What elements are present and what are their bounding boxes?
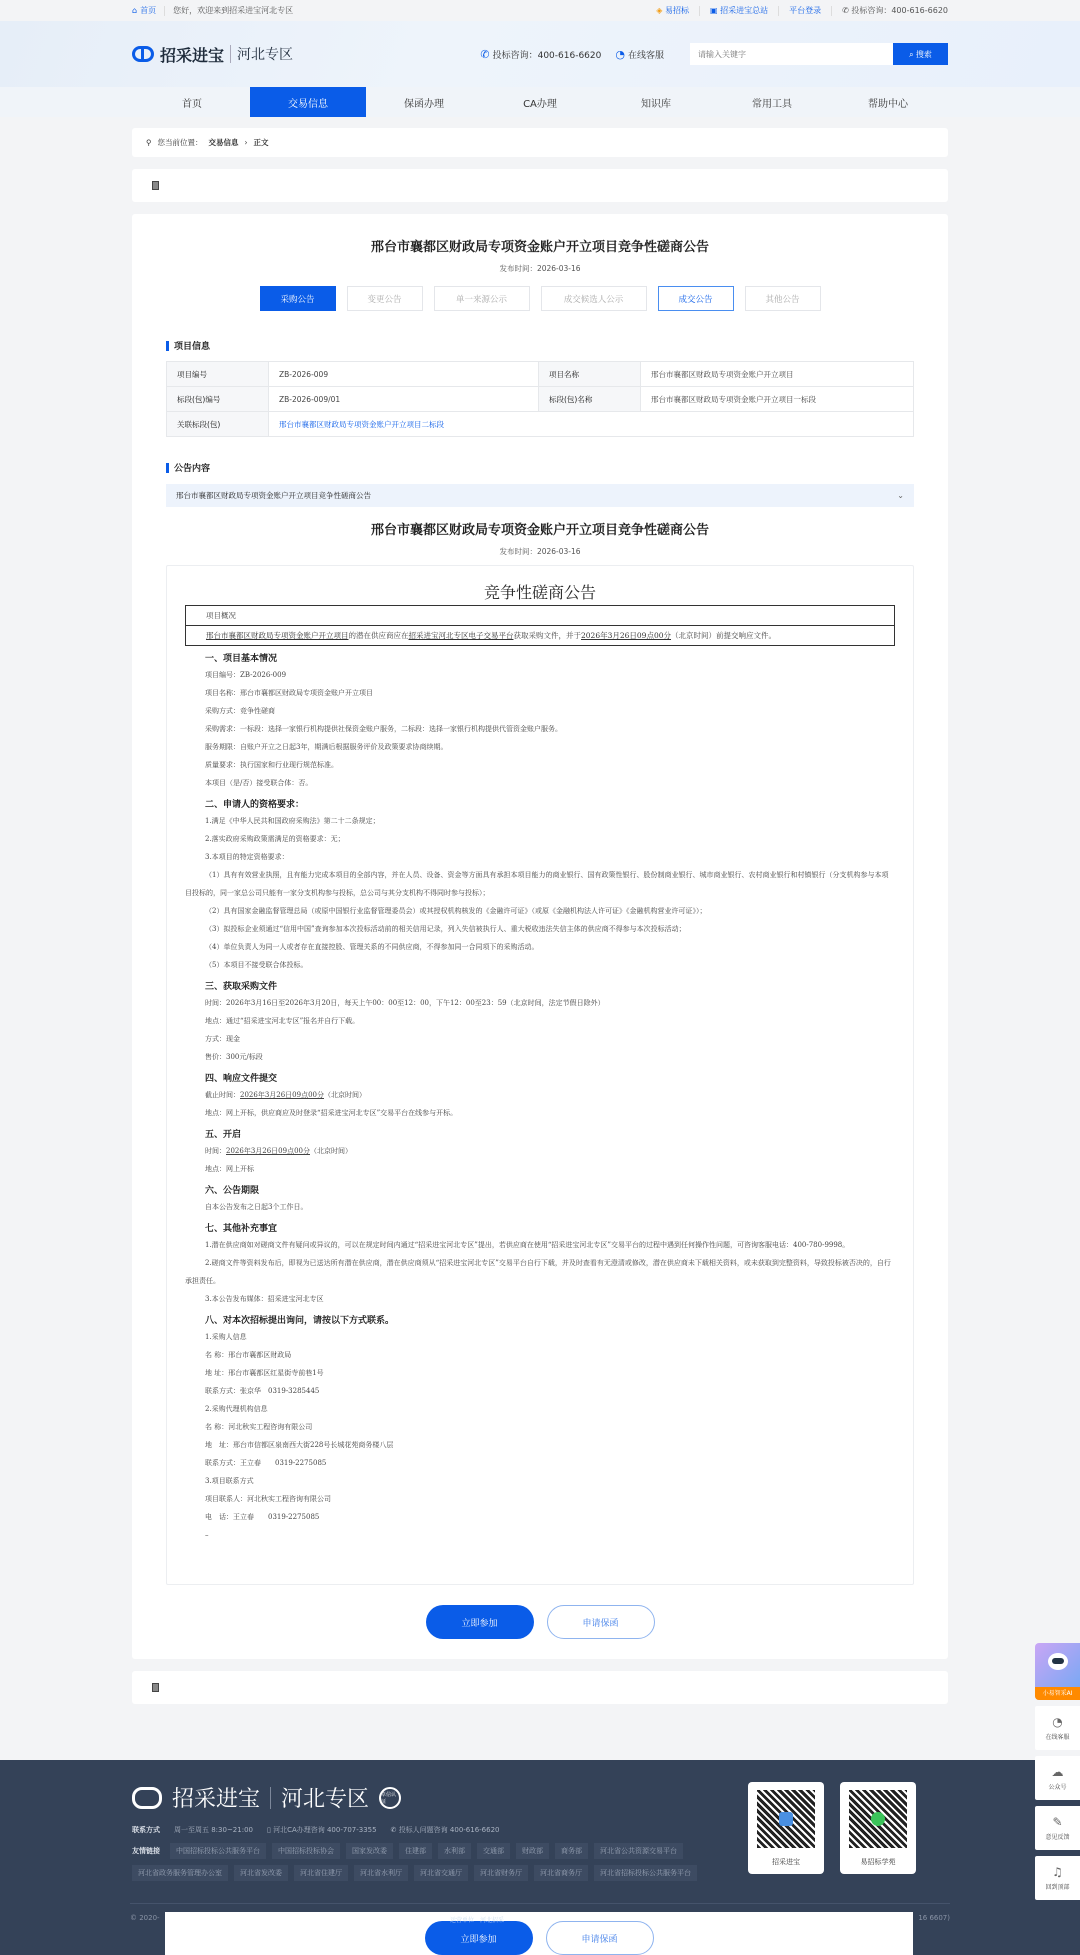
qr-code-icon [849,1790,907,1848]
footer-link[interactable]: 河北省发改委 [234,1865,288,1881]
notice-main [132,214,948,1659]
phone-icon: ✆ [842,6,849,15]
diamond-icon: ◈ [656,6,663,15]
tab-single-source[interactable]: 单一来源公示 [434,286,530,311]
location-pin-icon: ⚲ [146,138,152,147]
footer-link[interactable]: 财政部 [516,1843,549,1859]
site-icon: ▣ [709,6,718,15]
divider [778,6,779,16]
copyright-left: © 2020- [130,1914,160,1922]
apply-guarantee-button[interactable]: 申请保函 [547,1605,655,1639]
breadcrumb-current: 正文 [253,138,269,147]
main-site-link[interactable]: ▣ 招采进宝总站 [709,6,769,15]
nav-knowledge[interactable]: 知识库 [641,98,671,110]
qr-code-icon [757,1790,815,1848]
nav-tools[interactable]: 常用工具 [752,98,792,110]
footer-link[interactable]: 河北省水利厅 [354,1865,408,1881]
main-nav [0,87,1080,117]
mobile-icon: ▯ [266,1826,271,1834]
table-row: 项目编号 ZB-2026-009 项目名称 邢台市襄都区财政局专项资金账户开立项目 [167,362,914,387]
qr-yizhaobiao-xueyuan: 易招标学苑 [840,1782,916,1874]
divider [270,1787,271,1809]
side-back-to-top[interactable]: ♫ 回到顶部 [1035,1856,1080,1900]
copyright-right: 16 6607) [918,1914,950,1922]
sticky-action-bar: 运营单位 河北招采 立即参加 申请保函 [165,1912,913,1955]
table-row: 标段(包)编号 ZB-2026-009/01 标段(包)名称 邢台市襄都区财政局专项资金账户开立项目一标段 [167,387,914,412]
action-buttons [166,1605,914,1639]
related-section-link[interactable]: 邢台市襄都区财政局专项资金账户开立项目二标段 [269,412,914,437]
home-link[interactable]: ⌂ 首页 [132,6,157,15]
footer-logo: 招采进宝 河北专区 卓信认证 [132,1782,948,1813]
footer-contact: 联系方式 周一至周五 8:30~21:00 ▯ 河北CA办理咨询 400-707-3355 ✆ 投标人问题咨询 400-616-6620 [132,1826,500,1834]
edit-icon: ✎ [1052,1815,1063,1829]
qr-zhaocaijinbao: 招采进宝 [748,1782,824,1874]
footer-link[interactable]: 商务部 [555,1843,588,1859]
breadcrumb-trade-info[interactable]: 交易信息 [208,138,239,147]
footer-link[interactable]: 中国招标投标公共服务平台 [170,1843,266,1859]
footer-link[interactable]: 中国招标投标协会 [272,1843,340,1859]
overview-box: 项目概况 邢台市襄都区财政局专项资金账户开立项目的潜在供应商应在招采进宝河北专区电子交易平台获取采购文件，并于2026年3月26日09点00分（北京时间）前提交响应文件。 [185,605,895,646]
tab-candidates[interactable]: 成交候选人公示 [541,286,647,311]
nav-ca[interactable]: CA办理 [523,98,557,110]
divider [130,1903,950,1904]
tab-procurement[interactable]: 采购公告 [260,286,336,311]
divider [164,6,165,16]
sticky-apply-guarantee-button[interactable]: 申请保函 [546,1921,654,1955]
tab-change[interactable]: 变更公告 [347,286,423,311]
headset-icon: ◔ [615,47,625,61]
sticky-join-button[interactable]: 立即参加 [425,1921,533,1955]
nav-trade-info[interactable]: 交易信息 [250,87,366,117]
robot-icon [1048,1653,1068,1670]
join-button[interactable]: 立即参加 [426,1605,534,1639]
section-heading-project-info: 项目信息 [166,339,914,352]
topbar-hotline: ✆ 投标咨询：400-616-6620 [842,6,948,15]
footer-link[interactable]: 河北省商务厅 [534,1865,588,1881]
side-feedback[interactable]: ✎ 意见反馈 [1035,1806,1080,1850]
tab-award[interactable]: 成交公告 [658,286,734,311]
footer-link[interactable]: 河北省公共资源交易平台 [594,1843,683,1859]
divider [699,6,700,16]
footer-link[interactable]: 河北省政务服务管理办公室 [132,1865,228,1881]
footer-link[interactable]: 交通部 [477,1843,510,1859]
phone-icon: ✆ [480,47,490,61]
login-link[interactable]: 平台登录 [789,6,822,15]
attachment-card-bottom [132,1671,948,1704]
document-icon[interactable] [152,181,159,190]
side-wechat[interactable]: ☁ 公众号 [1035,1756,1080,1800]
divider [831,6,832,16]
footer-link[interactable]: 国家发改委 [346,1843,393,1859]
header-hotline: ✆ 投标咨询：400-616-6620 [480,47,602,61]
search-button[interactable]: ⌕ 搜索 [893,43,948,65]
welcome-text: 您好，欢迎来到招采进宝河北专区 [173,6,294,15]
document-title: 竞争性磋商公告 [483,583,596,602]
project-info-table [166,361,914,437]
footer-link[interactable]: 河北省招标投标公共服务平台 [594,1865,697,1881]
content-title: 邢台市襄都区财政局专项资金账户开立项目竞争性磋商公告 [370,523,709,538]
region-name: 河北专区 [237,47,294,63]
brand-name: 招采进宝 [160,45,225,65]
friendly-links: 友情链接 中国招标投标公共服务平台 中国招标投标协会 国家发改委 住建部 水利部 交通部 财政部 商务部 河北省公共资源交易平台 河北省政务服务管理办公室 河北省发改委 河北省住建厅 河北省水利厅 河北省交通厅 河北省财务厅 河北省商务厅 河北省招标投标公共服务平台 [132,1843,752,1881]
top-bar [0,0,1080,21]
announcement-document: 竞争性磋商公告 项目概况 邢台市襄都区财政局专项资金账户开立项目的潜在供应商应在招采进宝河北专区电子交易平台获取采购文件，并于2026年3月26日09点00分（北京时间）前提交响应文件。 一、项目基本情况 项目编号：ZB-2026-009 项目名称：邢台市襄都区财政局专项资金账户开立项目 采购方式：竞争性磋商 采购需求：一标段：选择一家银行机构提供社保资金账户服务，二标段：选择一家银行机构提供代管资金账户服务。 服务期限：自账户开立之日起3年，期满后根据服务评价及政策要求协商续期。 质量要求：执行国家和行业现行规范标准。 本项目（是/否）接受联合体：否。 二、申请人的资格要求： 1.满足《中华人民共和国政府采购法》第二十二条规定； 2.落实政府采购政策需满足的资格要求：无； 3.本项目的特定资格要求： （1）具有有效营业执照，且有能力完成本项目的全部内容，并在人员、设备、资金等方面具有承担本项目能力的商业银行、国有政策性银行、股份制商业银行、城市商业银行、农村商业银行和村镇银行（分支机构参与本项目投标的，同一家总公司只能有一家分支机构参与投标，总公司与其分支机构不得同时参与投标）； （2）具有国家金融监督管理总局（或原中国银行业监督管理委员会）或其授权机构核发的《金融许可证》（或原《金融机构法人许可证》《金融机构营业许可证》）； （3）拟投标企业须通过“信用中国”查询参加本次投标活动前的相关信用记录，列入失信被执行人、重大税收违法失信主体的供应商不得参与本次投标活动； （4）单位负责人为同一人或者存在直接控股、管理关系的不同供应商，不得参加同一合同项下的采购活动。 （5）本项目不接受联合体投标。 三、获取采购文件 时间：2026年3月16日至2026年3月20日，每天上午00：00至12：00，下午12：00至23：59（北京时间，法定节假日除外） 地点：通过“招采进宝河北专区”报名并自行下载。 方式：现金 售价：300元/标段 四、响应文件提交 截止时间：2026年3月26日09点00分（北京时间） 地点：网上开标，供应商应及时登录“招采进宝河北专区”交易平台在线参与开标。 五、开启 时间：2026年3月26日09点00分（北京时间） 地点：网上开标 六、公告期限 自本公告发布之日起3个工作日。 七、其他补充事宜 1.潜在供应商如对磋商文件有疑问或异议的，可以在规定时间内通过“招采进宝河北专区”提出，若供应商在使用“招采进宝河北专区”交易平台的过程中遇到任何操作性问题，可咨询客服电话：400-780-9998。 2.磋商文件等资料发布后，即视为已送达所有潜在供应商，潜在供应商须从“招采进宝河北专区”交易平台自行下载，并及时查看有无澄清或修改，潜在供应商未下载相关资料，或未获取到完整资料，导致投标被否决的，自行承担责任。 3.本公告发布媒体：招采进宝河北专区 八、对本次招标提出询问，请按以下方式联系。 1.采购人信息 名 称：邢台市襄都区财政局 地 址：邢台市襄都区红星街寺前巷1号 联系方式：张京华 0319-3285445 2.采购代理机构信息 名 称：河北秋实工程咨询有限公司 地 址：邢台市信都区泉南西大街228号长城花苑商务楼八层 联系方式：王立春 0319-2275085 3.项目联系方式 项目联系人：河北秋实工程咨询有限公司 电 话：王立春 0319-2275085 – [166,565,914,1585]
wechat-icon: ☁ [1051,1765,1064,1779]
publish-time: 发布时间：2026-03-16 [499,264,581,273]
content-publish-time: 发布时间：2026-03-16 [499,547,581,556]
phone-icon: ✆ [390,1826,397,1834]
logo-mark-icon [132,46,154,62]
yizhaobiao-link[interactable]: ◈ 易招标 [656,6,689,15]
headset-icon: ◔ [1052,1715,1063,1729]
page-title: 邢台市襄都区财政局专项资金账户开立项目竞争性磋商公告 [370,240,709,255]
footer-link[interactable]: 住建部 [399,1843,432,1859]
tab-other[interactable]: 其他公告 [745,286,821,311]
footer-link[interactable]: 河北省交通厅 [414,1865,468,1881]
search-icon: ⌕ [909,49,914,59]
section-heading-content: 公告内容 [166,461,914,474]
logo-mark-icon [132,1787,162,1809]
chevron-down-icon: ⌄ [897,491,904,500]
side-online-service[interactable]: ◔ 在线客服 [1035,1706,1080,1750]
document-icon[interactable] [152,1683,159,1692]
side-float-toolbar [1035,1643,1080,1900]
nav-home[interactable]: 首页 [182,98,202,110]
nav-help[interactable]: 帮助中心 [868,98,908,110]
footer-link[interactable]: 河北省财务厅 [474,1865,528,1881]
breadcrumb: ⚲ 您当前位置： 交易信息 › 正文 [132,128,948,157]
chevron-right-icon: › [244,138,248,147]
content-collapse-toggle[interactable]: 邢台市襄都区财政局专项资金账户开立项目竞争性磋商公告 ⌄ [166,484,914,507]
search-input[interactable] [690,43,893,65]
search-bar [690,43,948,65]
attachment-card [132,169,948,202]
ai-assistant-button[interactable]: 小易智采AI [1035,1643,1080,1700]
footer-link[interactable]: 水利部 [438,1843,471,1859]
site-logo[interactable] [132,43,293,66]
online-service-link[interactable]: ◔ 在线客服 [615,47,664,61]
notice-tabs [166,286,914,311]
home-icon: ⌂ [132,6,138,15]
divider [230,45,231,63]
qr-codes [748,1782,916,1874]
bell-icon: ♫ [1052,1865,1063,1879]
footer-link[interactable]: 河北省住建厅 [294,1865,348,1881]
certification-badge-icon: 卓信认证 [379,1787,401,1809]
table-row: 关联标段(包) 邢台市襄都区财政局专项资金账户开立项目二标段 [167,412,914,437]
nav-guarantee[interactable]: 保函办理 [404,98,444,110]
header [0,21,1080,87]
